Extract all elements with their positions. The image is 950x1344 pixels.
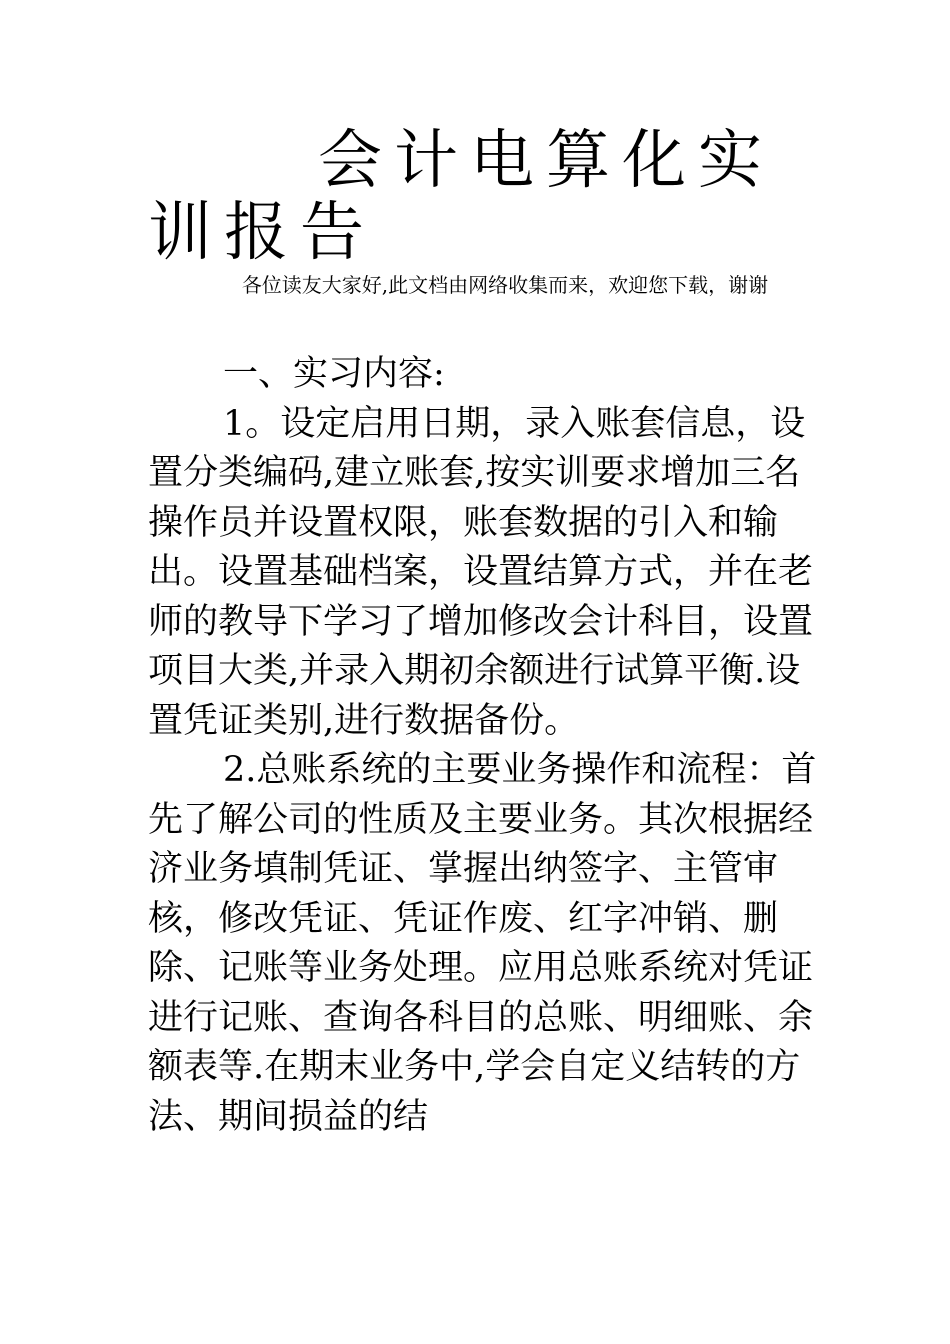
document-title: 会计电算化实训报告 bbox=[148, 124, 774, 270]
paragraph-1: 1。设定启用日期，录入账套信息，设置分类编码,建立账套,按实训要求增加三名操作员并设置权限，账套数据的引入和输出。设置基础档案，设置结算方式，并在老师的教导下学习了增加修改会计科目，设置项目大类,并录入期初余额进行试算平衡.设置凭证类别,进行数据备份。 bbox=[148, 403, 814, 741]
document-body bbox=[148, 350, 828, 1142]
paragraph-2: 2.总账系统的主要业务操作和流程：首先了解公司的性质及主要业务。其次根据经济业务填制凭证、掌握出纳签字、主管审核，修改凭证、凭证作废、红字冲销、删除、记账等业务处理。应用总账系统对凭证进行记账、查询各科目的总账、明细账、余额表等.在期末业务中,学会自定义结转的方法、期间损益的结 bbox=[148, 750, 817, 1137]
download-notice: 各位读友大家好,此文档由网络收集而来，欢迎您下载，谢谢 bbox=[241, 273, 769, 297]
section-heading: 一、实习内容: bbox=[223, 354, 445, 394]
